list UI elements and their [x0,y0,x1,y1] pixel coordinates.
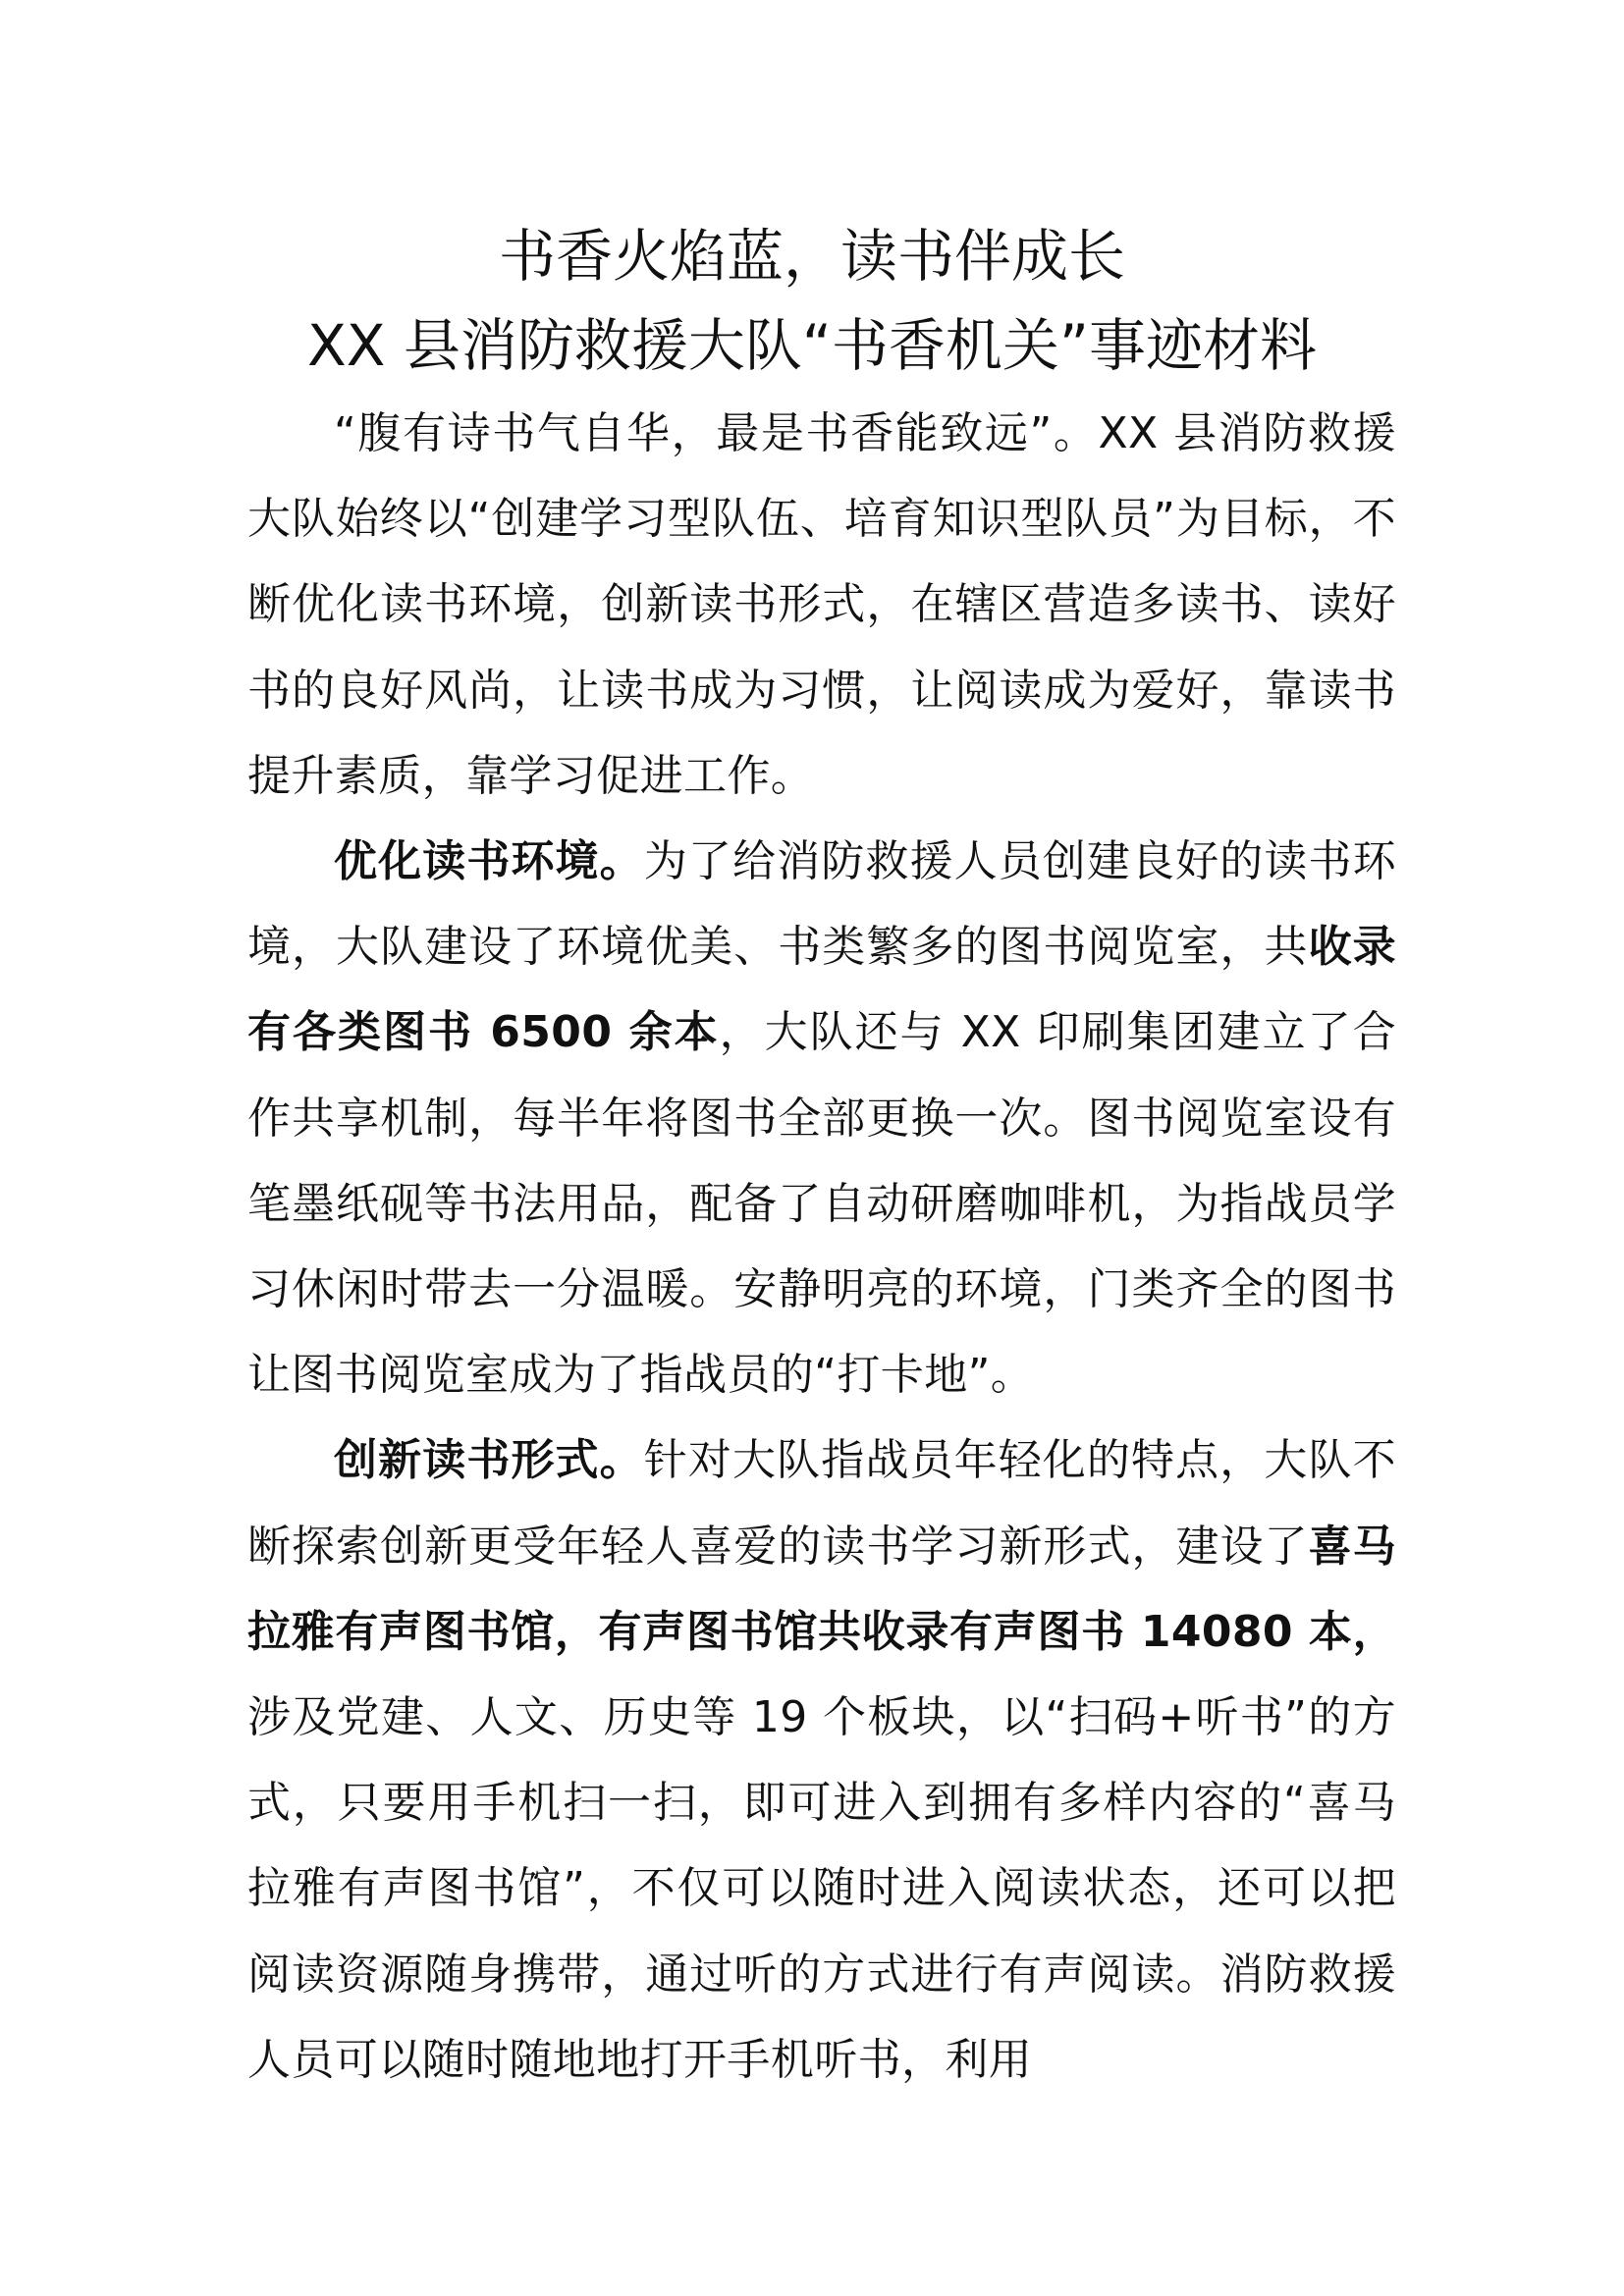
paragraph-reading-forms [247,1417,1396,2103]
document-title-line-1: 书香火焰蓝，读书伴成长 [498,223,1125,290]
paragraph-forms-text-1: 针对大队指战员年轻化的特点，大队不断探索创新更受年轻人喜爱的读书学习新形式，建设了 [247,1435,1396,1572]
highlight-audio-library: 喜马拉雅有声图书馆，有声图书馆共收录有声图书 14080 本， [247,1521,1396,1657]
paragraph-intro: “腹有诗书气自华，最是书香能致远”。XX 县消防救援大队始终以“创建学习型队伍、培育知识型队员”为目标，不断优化读书环境，创新读书形式，在辖区营造多读书、读好书的良好风尚，让读书成为习惯，让阅读成为爱好，靠读书提升素质，靠学习促进工作。 [247,408,1396,801]
document-body [247,391,1396,2103]
section-heading-environment: 优化读书环境。 [334,836,644,887]
paragraph-forms-text-2: 涉及党建、人文、历史等 19 个板块，以“扫码+听书”的方式，只要用手机扫一扫，即可进入到拥有多样内容的“喜马拉雅有声图书馆”，不仅可以随时进入阅读状态，还可以把阅读资源随身携带，通过听的方式进行有声阅读。消防救援人员可以随时随地地打开手机听书，利用 [247,1692,1396,2085]
paragraph-environment-text-1: 为了给消防救援人员创建良好的读书环境，大队建设了环境优美、书类繁多的图书阅览室，共 [247,836,1396,973]
document-title-line-2: XX 县消防救援大队“书香机关”事迹材料 [306,312,1317,379]
paragraph-environment-text-2: ，大队还与 XX 印刷集团建立了合作共享机制，每半年将图书全部更换一次。图书阅览室设有笔墨纸砚等书法用品，配备了自动研磨咖啡机，为指战员学习休闲时带去一分温暖。安静明亮的环境，门类齐全的图书让图书阅览室成为了指战员的“打卡地”。 [247,1007,1396,1401]
highlight-book-count: 收录有各类图书 6500 余本 [247,922,1396,1058]
paragraph-reading-environment [247,819,1396,1417]
section-heading-forms: 创新读书形式。 [334,1435,644,1486]
